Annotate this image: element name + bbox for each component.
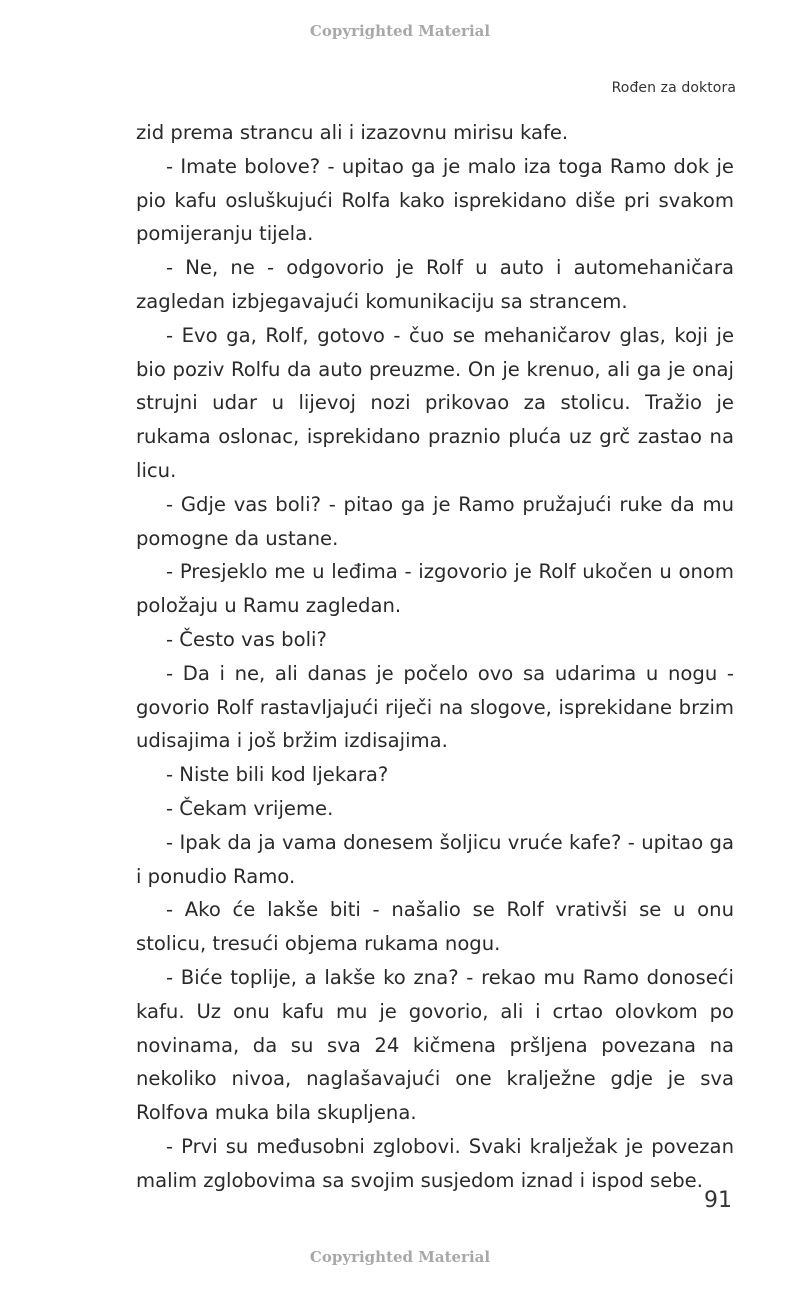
- paragraph-continuation: zid prema strancu ali i izazovnu mirisu kafe.: [136, 121, 569, 144]
- paragraph: - Niste bili kod ljekara?: [166, 763, 389, 787]
- running-head: Rođen za doktora: [611, 80, 736, 96]
- paragraph: - Ako će lakše biti - našalio se Rolf vrativši se u onu stolicu, tresući objema rukama nogu.: [136, 898, 734, 956]
- paragraph: - Prvi su međusobni zglobovi. Svaki kralježak je povezan malim zglobovima sa svojim susjedom iznad i ispod sebe.: [136, 1134, 734, 1192]
- page-body: [136, 116, 734, 1198]
- paragraph: - Imate bolove? - upitao ga je malo iza toga Ramo dok je pio kafu osluškujući Rolfa kako isprekidano diše pri svakom pomijeranju tijela.: [136, 154, 734, 246]
- paragraph: - Čekam vrijeme.: [166, 796, 334, 820]
- paragraph: - Da i ne, ali danas je počelo ovo sa udarima u nogu - govorio Rolf rastavljajući riječi na slogove, isprekidane brzim udisajima i još bržim izdisajima.: [136, 661, 734, 753]
- paragraph: - Često vas boli?: [166, 627, 327, 651]
- paragraph: - Evo ga, Rolf, gotovo - čuo se mehaničarov glas, koji je bio poziv Rolfu da auto preuzme. On je krenuo, ali ga je onaj strujni udar u lijevoj nozi prikovao za stolicu. Tražio je rukama oslonac, isprekidano praznio pluća uz grč zastao na licu.: [136, 323, 734, 482]
- paragraph: - Biće toplije, a lakše ko zna? - rekao mu Ramo donoseći kafu. Uz onu kafu mu je govorio, ali i crtao olovkom po novinama, da su sva 24 kičmena pršljena povezana na nekoliko nivoa, naglašavajući one kralježne gdje je sva Rolfova muka bila skupljena.: [136, 965, 734, 1125]
- paragraph: - Presjeklo me u leđima - izgovorio je Rolf ukočen u onom položaju u Ramu zagledan.: [136, 560, 734, 618]
- copyright-watermark-bottom: Copyrighted Material: [309, 1248, 491, 1266]
- page-number: 91: [704, 1188, 732, 1213]
- copyright-watermark-top: Copyrighted Material: [309, 22, 491, 40]
- paragraph: - Gdje vas boli? - pitao ga je Ramo pružajući ruke da mu pomogne da ustane.: [136, 492, 734, 550]
- paragraph: - Ne, ne - odgovorio je Rolf u auto i automehaničara zagledan izbjegavajući komunikaciju sa strancem.: [136, 256, 734, 313]
- paragraph: - Ipak da ja vama donesem šoljicu vruće kafe? - upitao ga i ponudio Ramo.: [136, 830, 734, 888]
